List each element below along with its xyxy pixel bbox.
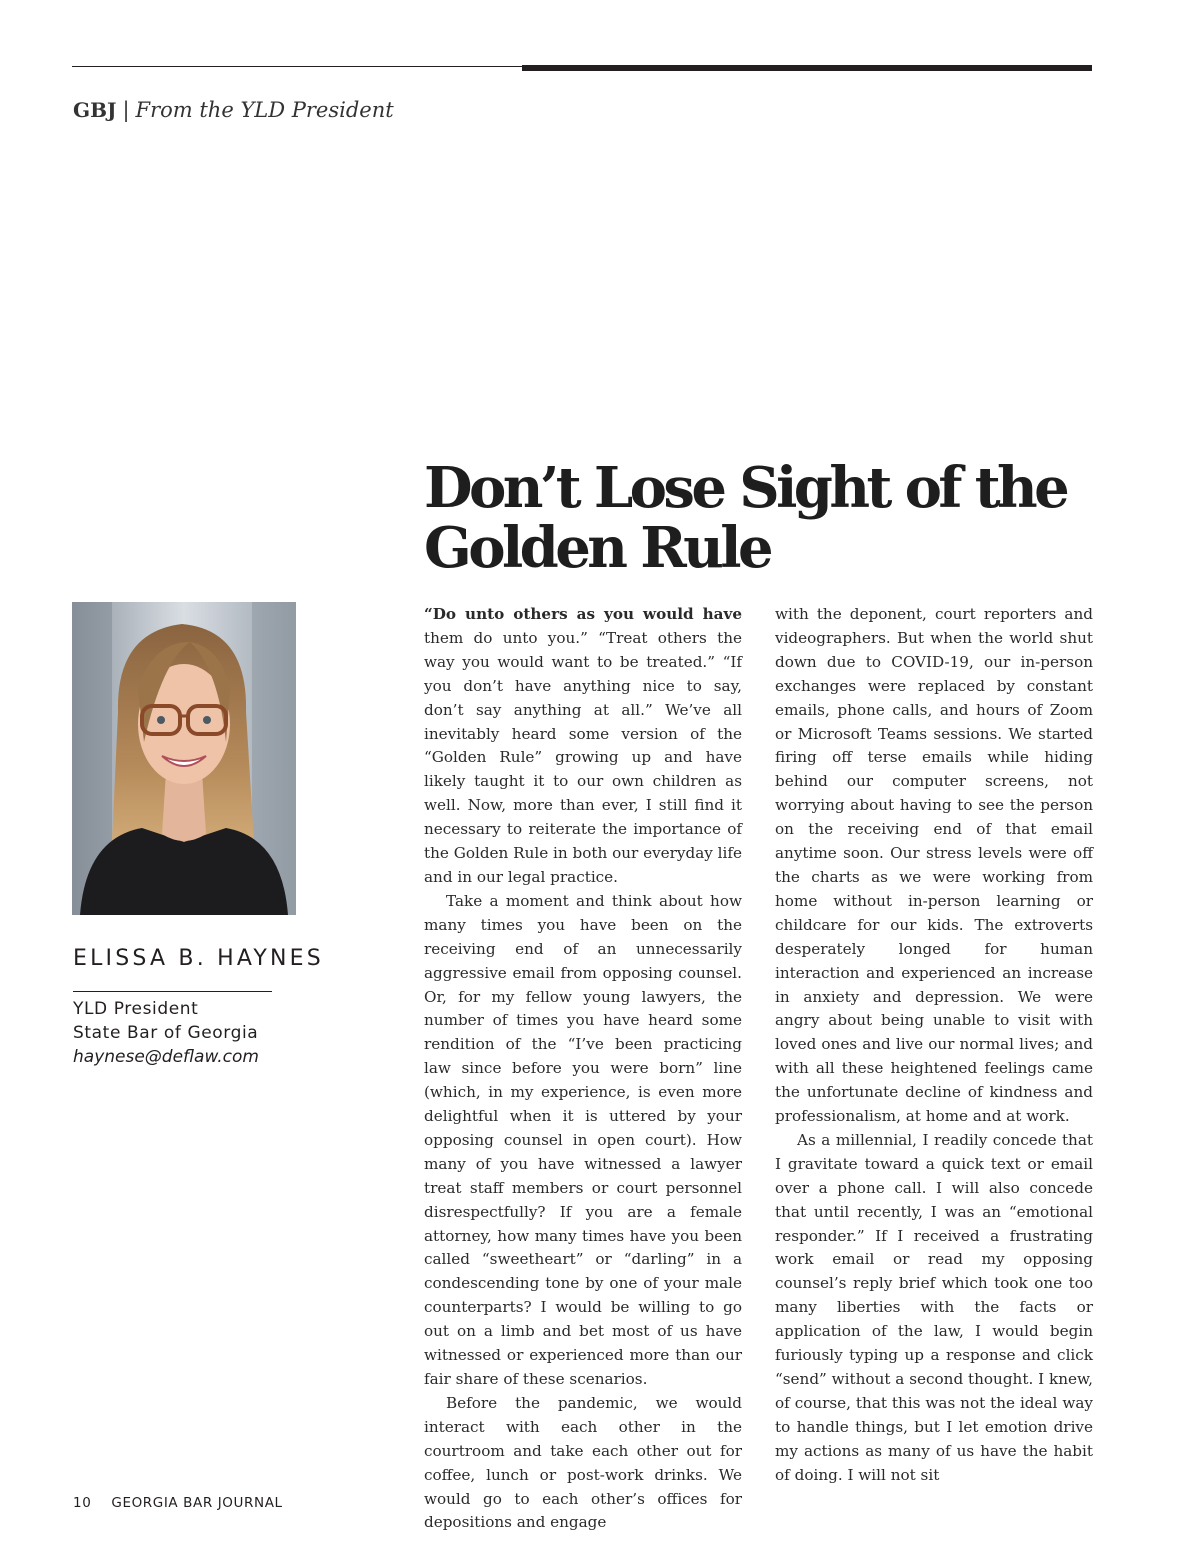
author-photo (72, 602, 296, 915)
column-2-paragraph-1: with the deponent, court reporters and videographers. But when the world shut down due to COVID-19, our in-person exchanges were replaced by constant emails, phone calls, and hours of Zoom or Microsoft Teams sessions. We started firing off terse emails while hiding behind our computer screens, not worrying about having to see the person on the receiving end of that email anytime soon. Our stress levels were off the charts as we were working from home without in-person learning or childcare for our kids. The extroverts desperately longed for human interaction and experienced an increase in anxiety and depression. We were angry about being unable to visit with loved ones and live our normal lives; and with all these heightened feelings came the unfortunate decline of kindness and professionalism, at home and at work. (775, 605, 1093, 1126)
author-email-link[interactable]: haynese@deflaw.com (73, 1047, 259, 1067)
article-column-2 (775, 603, 1093, 1488)
page-footer (73, 1495, 283, 1511)
column-2-paragraph-2: As a millennial, I readily concede that I gravitate toward a quick text or email over a phone call. I will also concede that until recently, I was an “emotional responder.” If I received a frustrating work email or read my opposing counsel’s reply brief which took one too many liberties with the facts or application of the law, I would begin furiously typing up a response and click “send” without a second thought. I knew, of course, that this was not the ideal way to handle things, but I let emotion drive my actions as many of us have the habit of doing. I will not sit (775, 1130, 1093, 1484)
author-portrait-image (72, 602, 296, 915)
page-number: 10 (73, 1495, 92, 1511)
article-title: Don’t Lose Sight of the Golden Rule (424, 455, 1067, 581)
paragraph-1-text: them do unto you.” “Treat others the way you would want to be treated.” “If you don’t have anything nice to say, don’t say anything at all.” We’ve all inevitably heard some version of the “Golden Rule” growing up and have likely taught it to our own children as well. Now, more than ever, I still find it necessary to reiterate the importance of the Golden Rule in both our everyday life and in our legal practice. (424, 628, 743, 886)
author-name: ELISSA B. HAYNES (73, 946, 324, 971)
column-1-paragraph-3: Before the pandemic, we would interact with each other in the courtroom and take each other out for coffee, lunch or post-work drinks. We would go to each other’s offices for depositions and engage (424, 1393, 742, 1532)
column-1-paragraph-1 (424, 603, 742, 890)
column-1-paragraph-2: Take a moment and think about how many times you have been on the receiving end of an unnecessarily aggressive email from opposing counsel. Or, for my fellow young lawyers, the number of times you have heard some rendition of the “I’ve been practicing law since before you were born” line (which, in my experience, is even more delightful when it is uttered by your opposing counsel in open court). How many of you have witnessed a lawyer treat staff members or court personnel disrespectfully? If you are a female attorney, how many times have you been called “sweetheart” or “darling” in a condescending tone by one of your male counterparts? I would be willing to go out on a limb and bet most of us have witnessed or experienced more than our fair share of these scenarios. (424, 891, 742, 1388)
running-header (73, 98, 394, 122)
author-info (73, 997, 259, 1069)
author-organization: State Bar of Georgia (73, 1023, 259, 1043)
publication-name: GEORGIA BAR JOURNAL (111, 1495, 283, 1511)
article-column-1 (424, 603, 742, 1535)
author-divider (73, 991, 272, 992)
journal-abbrev: GBJ (73, 98, 117, 122)
header-rule-thin (72, 66, 522, 67)
header-separator: | (122, 98, 130, 122)
lead-in-text: “Do unto others as you would have (424, 605, 742, 623)
header-rule-thick (522, 65, 1092, 71)
section-name: From the YLD President (135, 98, 394, 122)
author-role: YLD President (73, 999, 199, 1019)
